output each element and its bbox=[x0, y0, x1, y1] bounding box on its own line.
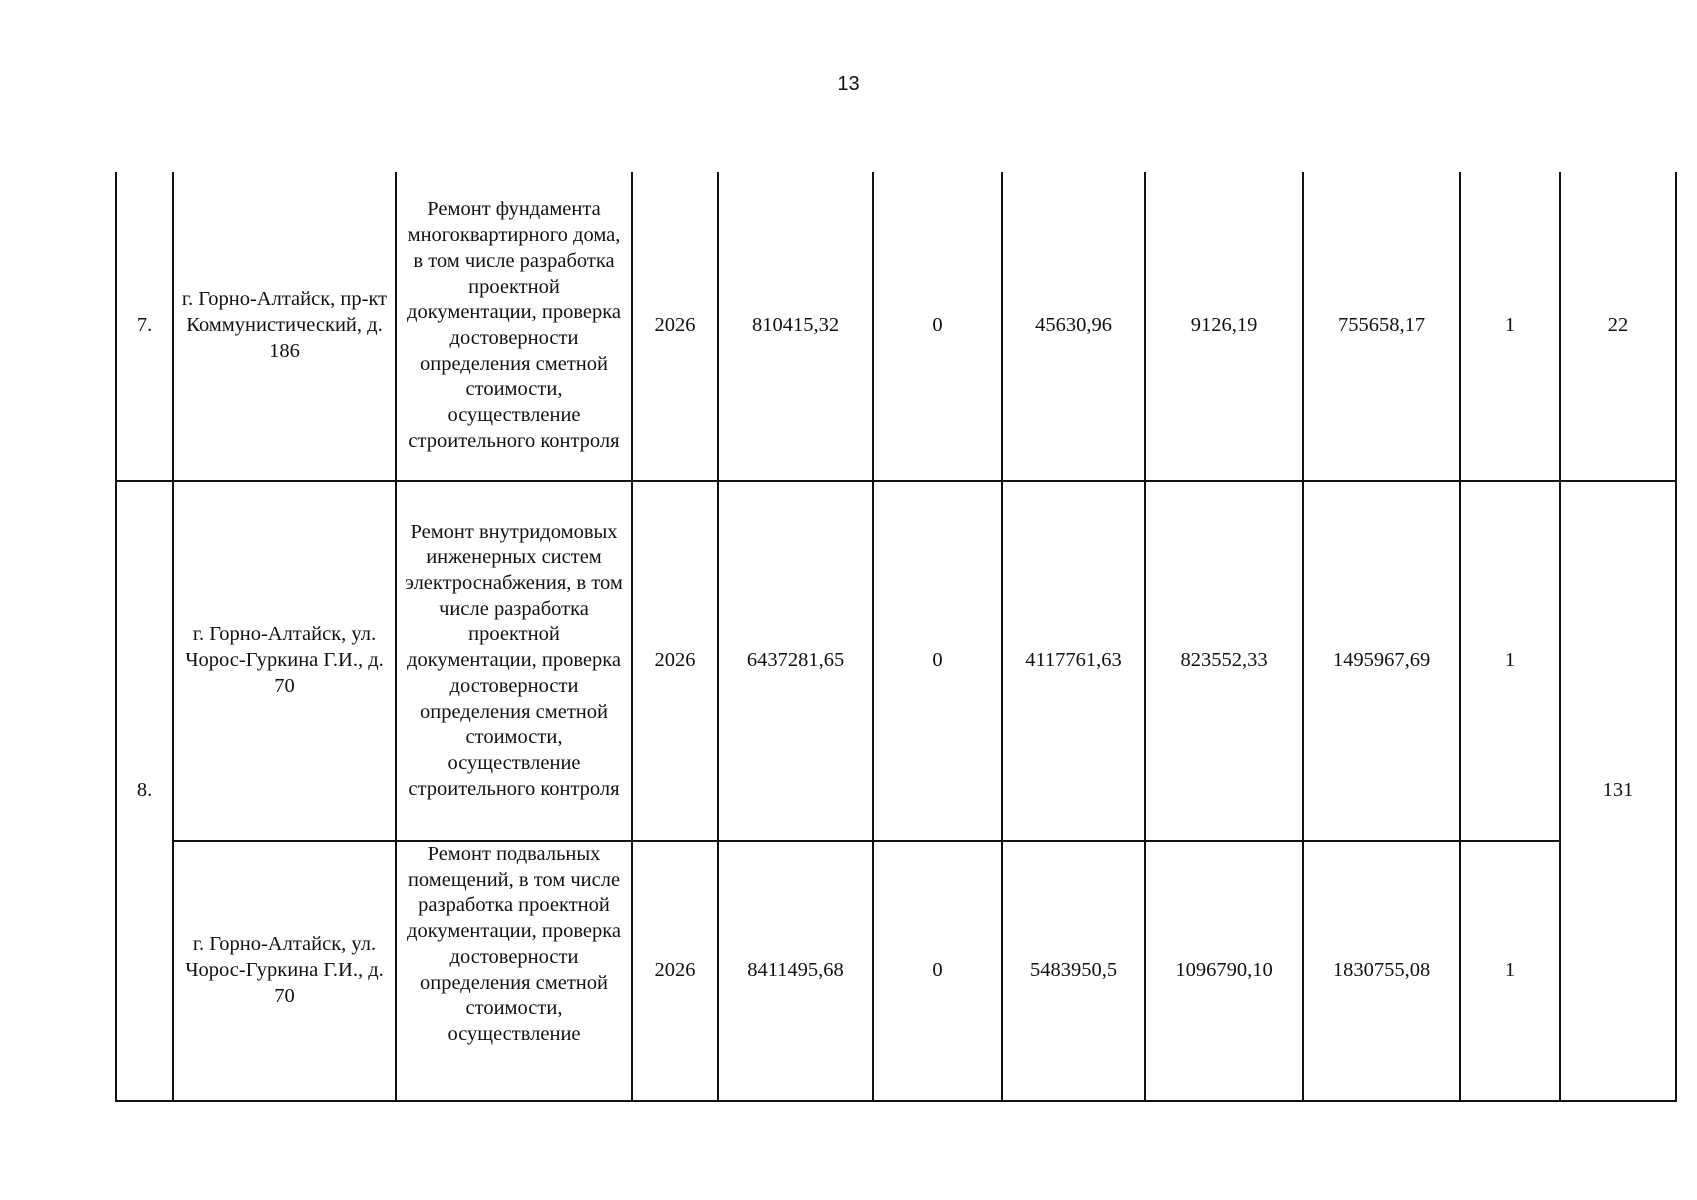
work-description: Ремонт подвальных помещений, в том числе разработка проектной документации, проверка достоверности определения сметной стоимости, осуществление bbox=[407, 843, 621, 1045]
work-description-cell bbox=[396, 841, 632, 1101]
value-cell: 0 bbox=[873, 841, 1002, 1101]
table-row bbox=[116, 481, 1676, 841]
year-cell: 2026 bbox=[632, 172, 718, 481]
works-table bbox=[115, 172, 1677, 1102]
value-cell: 4117761,63 bbox=[1002, 481, 1145, 841]
address-cell: г. Горно-Алтайск, ул. Чорос-Гуркина Г.И., д. 70 bbox=[173, 841, 396, 1101]
page-number: 13 bbox=[837, 73, 860, 95]
address-cell: г. Горно-Алтайск, пр-кт Коммунистический, д. 186 bbox=[173, 172, 396, 481]
row-number-cell: 8. bbox=[116, 481, 173, 1101]
value-cell: 45630,96 bbox=[1002, 172, 1145, 481]
work-description-cell bbox=[396, 172, 632, 481]
year-cell: 2026 bbox=[632, 481, 718, 841]
table-row bbox=[116, 172, 1676, 481]
total-cost-cell: 810415,32 bbox=[718, 172, 873, 481]
table-row bbox=[116, 841, 1676, 1101]
year-cell: 2026 bbox=[632, 841, 718, 1101]
work-description-cell bbox=[396, 481, 632, 841]
value-cell: 9126,19 bbox=[1145, 172, 1303, 481]
value-cell: 823552,33 bbox=[1145, 481, 1303, 841]
value-cell: 1 bbox=[1460, 481, 1560, 841]
value-cell: 1 bbox=[1460, 841, 1560, 1101]
value-cell: 1096790,10 bbox=[1145, 841, 1303, 1101]
value-cell: 1830755,08 bbox=[1303, 841, 1460, 1101]
value-cell: 1495967,69 bbox=[1303, 481, 1460, 841]
value-cell: 22 bbox=[1560, 172, 1676, 481]
value-cell: 755658,17 bbox=[1303, 172, 1460, 481]
value-cell: 0 bbox=[873, 481, 1002, 841]
total-cost-cell: 6437281,65 bbox=[718, 481, 873, 841]
row-number-cell: 7. bbox=[116, 172, 173, 481]
value-cell: 131 bbox=[1560, 481, 1676, 1101]
address-cell: г. Горно-Алтайск, ул. Чорос-Гуркина Г.И., д. 70 bbox=[173, 481, 396, 841]
work-description: Ремонт фундамента многоквартирного дома, в том числе разработка проектной документации, проверка достоверности определения сметной стоимости, осуществление строительного контроля bbox=[407, 198, 621, 452]
work-description: Ремонт внутридомовых инженерных систем электроснабжения, в том числе разработка проектной документации, проверка достоверности определения сметной стоимости, осуществление строительного контроля bbox=[405, 520, 623, 800]
value-cell: 1 bbox=[1460, 172, 1560, 481]
total-cost-cell: 8411495,68 bbox=[718, 841, 873, 1101]
value-cell: 5483950,5 bbox=[1002, 841, 1145, 1101]
value-cell: 0 bbox=[873, 172, 1002, 481]
